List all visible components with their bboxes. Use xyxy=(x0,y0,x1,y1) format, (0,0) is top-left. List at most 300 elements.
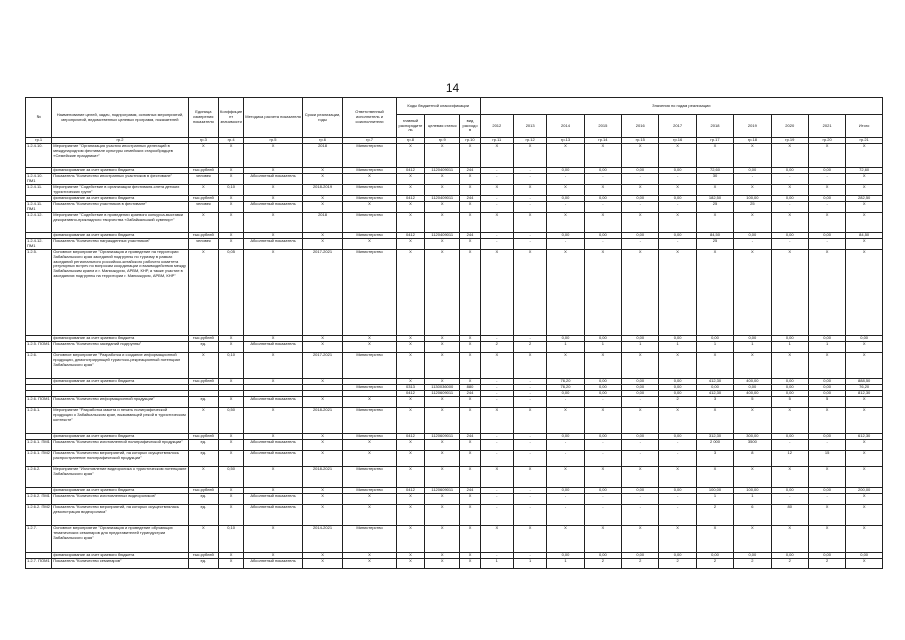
row-name: Показатель "Количество информационной продукции" xyxy=(52,397,188,408)
value-2013: - xyxy=(513,553,546,559)
value-2019: 1 xyxy=(734,494,771,505)
value-2012: - xyxy=(480,505,513,526)
row-expense-type: Х xyxy=(460,202,480,213)
row-executor: Министерство xyxy=(343,434,397,440)
row-grbs: Х xyxy=(396,451,424,467)
value-2021: Х xyxy=(808,467,845,488)
row-name: Показатель "Количество иностранных участников в фестивале" xyxy=(52,174,188,185)
row-name: Мероприятие "Изготовление видеоролика о туристическом потенциале Забайкальского края" xyxy=(52,467,188,488)
row-target-article: Х xyxy=(425,505,460,526)
value-2014: Х xyxy=(547,408,584,434)
value-2015: 0,00 xyxy=(584,488,621,494)
header-year: 2014 xyxy=(547,115,584,138)
row-period: 2018-2021 xyxy=(302,408,342,434)
value-2020: 12 xyxy=(771,451,808,467)
value-2021: 15 xyxy=(808,451,845,467)
row-coef: Х xyxy=(218,144,243,168)
row-name: финансирование за счет краевого бюджета xyxy=(52,233,188,239)
value-2016: 0,00 xyxy=(622,196,659,202)
row-executor: Х xyxy=(343,397,397,408)
value-2015: - xyxy=(584,202,621,213)
value-2013: Х xyxy=(513,144,546,168)
value-2017: 2 xyxy=(659,559,696,569)
column-number: гр.5 xyxy=(244,138,303,144)
row-name: Основное мероприятие "Разработка и создание информационной продукции, демонстрирующей туристско-рекреационный потенциал Забайкальского края" xyxy=(52,353,188,379)
value-2012: Х xyxy=(480,185,513,196)
value-2013: - xyxy=(513,391,546,397)
value-2013: - xyxy=(513,379,546,385)
row-target-article: Х xyxy=(425,408,460,434)
value-total: Х xyxy=(846,239,883,250)
row-method: Х xyxy=(244,144,303,168)
row-period: Х xyxy=(302,233,342,239)
value-2016: Х xyxy=(622,353,659,379)
value-2012: Х xyxy=(480,250,513,336)
value-2019: Х xyxy=(734,213,771,233)
row-period: 2018-2019 xyxy=(302,185,342,196)
row-number: 1.2.6.2. ПМ2 xyxy=(26,505,52,526)
row-expense-type: Х xyxy=(460,174,480,185)
row-method: Абсолютный показатель xyxy=(244,239,303,250)
row-target-article: Х xyxy=(425,559,460,569)
row-expense-type: Х xyxy=(460,144,480,168)
value-2017: - xyxy=(659,174,696,185)
row-grbs: Х xyxy=(396,526,424,553)
value-total: Х xyxy=(846,342,883,353)
value-2021: Х xyxy=(808,505,845,526)
header-year: 2012 xyxy=(480,115,513,138)
value-2017: 2 xyxy=(659,397,696,408)
row-target-article: Х xyxy=(425,250,460,336)
row-name: Показатель "Количество мероприятий, на которых осуществлялось распространение полиграфической продукции" xyxy=(52,451,188,467)
program-table xyxy=(25,97,883,569)
row-target-article: Х xyxy=(425,174,460,185)
value-2012: - xyxy=(480,385,513,391)
row-target-article: Х xyxy=(425,526,460,553)
value-2014: - xyxy=(547,451,584,467)
value-2017: - xyxy=(659,451,696,467)
row-target-article: Х xyxy=(425,451,460,467)
header-grbs: главный распорядитель xyxy=(396,115,424,138)
column-number: гр.7 xyxy=(343,138,397,144)
row-name: Показатель "Количество изготовленных видеороликов" xyxy=(52,494,188,505)
value-2014: - xyxy=(547,202,584,213)
column-number: гр.6 xyxy=(302,138,342,144)
row-name: Показатель "Количество семинаров" xyxy=(52,559,188,569)
value-2012: - xyxy=(480,451,513,467)
row-coef: Х xyxy=(218,559,243,569)
row-grbs: Х xyxy=(396,553,424,559)
value-2016: Х xyxy=(622,408,659,434)
header-coef: Коэффициент значимости xyxy=(218,98,243,138)
row-name: Мероприятие "Организация участия иностранных делегаций в международном фестивале культуры семейских старообрядцев «Семейские праздники»" xyxy=(52,144,188,168)
value-2018: 1 xyxy=(696,342,733,353)
row-name: Основное мероприятие "Организация и проведение обучающих тематических семинаров для представителей туриндустрии Забайкальского края" xyxy=(52,526,188,553)
row-target-article: Х xyxy=(425,342,460,353)
table-row xyxy=(26,185,883,196)
row-target-article: Х xyxy=(425,239,460,250)
row-grbs: 0412 xyxy=(396,391,424,397)
value-2018: 1 xyxy=(696,494,733,505)
row-method: Х xyxy=(244,168,303,174)
row-expense-type: Х xyxy=(460,185,480,196)
value-2019: Х xyxy=(734,467,771,488)
row-name: Мероприятие "Содействие в проведении краевого конкурса-выставки декоративно-прикладного творчества «Забайкальский сувенир»" xyxy=(52,213,188,233)
value-2017: Х xyxy=(659,250,696,336)
value-2012: 1 xyxy=(480,559,513,569)
row-coef: Х xyxy=(218,553,243,559)
value-2019: Х xyxy=(734,353,771,379)
value-2021: 0,00 xyxy=(808,553,845,559)
value-2017: Х xyxy=(659,353,696,379)
value-2021: 0,00 xyxy=(808,379,845,385)
value-2013: - xyxy=(513,434,546,440)
value-2016: - xyxy=(622,494,659,505)
value-2017: 0,00 xyxy=(659,379,696,385)
row-coef: Х xyxy=(218,202,243,213)
value-2020: Х xyxy=(771,250,808,336)
row-executor: Министерство xyxy=(343,196,397,202)
value-2017: - xyxy=(659,239,696,250)
value-2017: Х xyxy=(659,408,696,434)
value-2017: 0,00 xyxy=(659,168,696,174)
value-2014: Х xyxy=(547,250,584,336)
value-2017: 0,00 xyxy=(659,385,696,391)
column-number: гр.17 xyxy=(696,138,733,144)
value-2019: 0,00 xyxy=(734,385,771,391)
value-2014: Х xyxy=(547,144,584,168)
value-2017: Х xyxy=(659,144,696,168)
value-2019: 0,00 xyxy=(734,336,771,342)
header-target-article: целевая статья xyxy=(425,115,460,138)
row-expense-type: 880 xyxy=(460,385,480,391)
row-number: 1.2.6. ПОМ1 xyxy=(26,397,52,408)
row-expense-type: Х xyxy=(460,494,480,505)
row-number: 1.2.4.10. xyxy=(26,144,52,168)
row-expense-type: Х xyxy=(460,553,480,559)
row-period: Х xyxy=(302,440,342,451)
value-2014: 0,00 xyxy=(547,168,584,174)
row-expense-type: Х xyxy=(460,342,480,353)
value-2013: - xyxy=(513,440,546,451)
column-number: гр.18 xyxy=(734,138,771,144)
value-2013: Х xyxy=(513,467,546,488)
row-target-article: Х xyxy=(425,144,460,168)
column-number: гр.9 xyxy=(425,138,460,144)
row-grbs: Х xyxy=(396,342,424,353)
value-2019: 5 xyxy=(734,397,771,408)
row-grbs: Х xyxy=(396,467,424,488)
row-expense-type: Х xyxy=(460,408,480,434)
value-2014: 76,20 xyxy=(547,385,584,391)
value-2019: Х xyxy=(734,250,771,336)
value-total: Х xyxy=(846,250,883,336)
row-expense-type: Х xyxy=(460,336,480,342)
row-expense-type: Х xyxy=(460,353,480,379)
row-number: 1.2.4.10. ПМ1 xyxy=(26,174,52,185)
value-2012: - xyxy=(480,379,513,385)
value-2012: 2 xyxy=(480,342,513,353)
value-2021: - xyxy=(808,202,845,213)
value-2019: 400,00 xyxy=(734,379,771,385)
row-executor: Х xyxy=(343,553,397,559)
value-2017: 0,00 xyxy=(659,434,696,440)
row-target-article: 1120609011 xyxy=(425,434,460,440)
header-name: Наименование целей, задач, подпрограмм, основных мероприятий, мероприятий, ведомственных целевых программ, показателей xyxy=(52,98,188,138)
header-year: 2013 xyxy=(513,115,546,138)
value-2015: - xyxy=(584,440,621,451)
row-target-article: Х xyxy=(425,379,460,385)
value-2019: Х xyxy=(734,144,771,168)
row-unit: тыс.рублей xyxy=(188,233,218,239)
row-coef: Х xyxy=(218,336,243,342)
value-2015: - xyxy=(584,505,621,526)
value-2013: Х xyxy=(513,250,546,336)
value-2020: 0,00 xyxy=(771,196,808,202)
row-coef: 0,05 xyxy=(218,250,243,336)
value-2014: - xyxy=(547,397,584,408)
row-target-article: Х xyxy=(425,553,460,559)
value-2012: Х xyxy=(480,213,513,233)
value-2021: Х xyxy=(808,408,845,434)
table-row xyxy=(26,353,883,379)
value-2012: Х xyxy=(480,353,513,379)
row-unit: ед. xyxy=(188,451,218,467)
header-year: 2017 xyxy=(659,115,696,138)
value-2016: - xyxy=(622,202,659,213)
row-unit: тыс.рублей xyxy=(188,168,218,174)
row-executor: Министерство xyxy=(343,353,397,379)
row-expense-type: 244 xyxy=(460,434,480,440)
row-name: Показатель "Количество награжденных участников" xyxy=(52,239,188,250)
value-2014: Х xyxy=(547,185,584,196)
value-2012: - xyxy=(480,553,513,559)
row-coef: 0,10 xyxy=(218,353,243,379)
row-executor: Министерство xyxy=(343,185,397,196)
row-expense-type: 244 xyxy=(460,168,480,174)
row-method: Абсолютный показатель xyxy=(244,397,303,408)
value-2020: 0,00 xyxy=(771,233,808,239)
value-2013: - xyxy=(513,505,546,526)
value-2016: 0,00 xyxy=(622,233,659,239)
value-2016: Х xyxy=(622,250,659,336)
row-executor: Министерство xyxy=(343,168,397,174)
value-2020: - xyxy=(771,202,808,213)
value-2015: - xyxy=(584,174,621,185)
row-target-article: 1120609011 xyxy=(425,488,460,494)
row-method: Абсолютный показатель xyxy=(244,440,303,451)
row-executor: Министерство xyxy=(343,250,397,336)
row-executor: Министерство xyxy=(343,213,397,233)
row-target-article: Х xyxy=(425,336,460,342)
table-row xyxy=(26,505,883,526)
row-grbs: Х xyxy=(396,250,424,336)
value-2016: 0,00 xyxy=(622,385,659,391)
row-grbs: Х xyxy=(396,239,424,250)
row-unit: Х xyxy=(188,353,218,379)
value-2016: - xyxy=(622,239,659,250)
column-number: гр.15 xyxy=(622,138,659,144)
row-coef: Х xyxy=(218,451,243,467)
row-expense-type: Х xyxy=(460,440,480,451)
header-year: 2020 xyxy=(771,115,808,138)
value-2015: Х xyxy=(584,185,621,196)
value-2015: 0,00 xyxy=(584,434,621,440)
value-2018: 3 xyxy=(696,397,733,408)
row-period: Х xyxy=(302,336,342,342)
value-2017: Х xyxy=(659,213,696,233)
row-coef: Х xyxy=(218,440,243,451)
page-number: 14 xyxy=(445,81,460,95)
row-period: Х xyxy=(302,196,342,202)
value-2014: Х xyxy=(547,467,584,488)
value-total: 0,00 xyxy=(846,336,883,342)
value-2014: 0,00 xyxy=(547,233,584,239)
row-unit: ед. xyxy=(188,440,218,451)
row-method: Абсолютный показатель xyxy=(244,202,303,213)
value-2016: Х xyxy=(622,526,659,553)
row-name: финансирование за счет краевого бюджета xyxy=(52,553,188,559)
row-unit: человек xyxy=(188,202,218,213)
value-2019: 400,00 xyxy=(734,391,771,397)
row-executor: Х xyxy=(343,174,397,185)
value-2019: 0,00 xyxy=(734,168,771,174)
value-total: Х xyxy=(846,213,883,233)
row-coef: Х xyxy=(218,174,243,185)
row-executor: Министерство xyxy=(343,233,397,239)
row-coef: Х xyxy=(218,239,243,250)
table-row xyxy=(26,559,883,569)
row-coef: Х xyxy=(218,168,243,174)
row-unit: ед. xyxy=(188,494,218,505)
row-unit: тыс.рублей xyxy=(188,196,218,202)
row-grbs: 0412 xyxy=(396,434,424,440)
row-coef: 0,10 xyxy=(218,526,243,553)
row-coef: 0,50 xyxy=(218,408,243,434)
header-budget-codes: Коды бюджетной классификации xyxy=(396,98,480,115)
row-executor: Х xyxy=(343,342,397,353)
value-2014: 1 xyxy=(547,342,584,353)
value-2013: Х xyxy=(513,353,546,379)
row-executor: Министерство xyxy=(343,526,397,553)
value-2013: 2 xyxy=(513,342,546,353)
row-period: Х xyxy=(302,451,342,467)
row-unit: Х xyxy=(188,144,218,168)
value-2018: Х xyxy=(696,408,733,434)
value-2021: - xyxy=(808,174,845,185)
row-method: Х xyxy=(244,379,303,385)
value-2013: Х xyxy=(513,185,546,196)
value-2021: 1 xyxy=(808,342,845,353)
table-row xyxy=(26,250,883,336)
value-2021: 0,00 xyxy=(808,196,845,202)
value-2012: - xyxy=(480,488,513,494)
value-2021: Х xyxy=(808,144,845,168)
value-total: Х xyxy=(846,467,883,488)
row-grbs: Х xyxy=(396,440,424,451)
value-2016: 0,00 xyxy=(622,168,659,174)
row-unit: тыс.рублей xyxy=(188,488,218,494)
value-2015: Х xyxy=(584,408,621,434)
row-unit: Х xyxy=(188,467,218,488)
value-2017: - xyxy=(659,440,696,451)
value-2016: 0,00 xyxy=(622,488,659,494)
value-2015: 0,00 xyxy=(584,391,621,397)
value-2019: Х xyxy=(734,526,771,553)
row-grbs: Х xyxy=(396,494,424,505)
value-2014: 1 xyxy=(547,559,584,569)
value-total: 200,00 xyxy=(846,488,883,494)
row-name: Показатель "Количество мероприятий, на которых осуществлялась демонстрация видеоролика" xyxy=(52,505,188,526)
row-method: Абсолютный показатель xyxy=(244,174,303,185)
row-period: Х xyxy=(302,494,342,505)
row-unit: человек xyxy=(188,239,218,250)
value-2014: 0,00 xyxy=(547,196,584,202)
row-grbs: Х xyxy=(396,202,424,213)
row-executor: Министерство xyxy=(343,385,397,391)
table-row xyxy=(26,467,883,488)
value-2012: - xyxy=(480,174,513,185)
row-method: Абсолютный показатель xyxy=(244,559,303,569)
row-grbs: Х xyxy=(396,213,424,233)
value-total: Х xyxy=(846,559,883,569)
column-number: гр.20 xyxy=(808,138,845,144)
row-period: Х xyxy=(302,379,342,385)
value-2019: 1 xyxy=(734,342,771,353)
row-number: 1.2.7. xyxy=(26,526,52,553)
value-2013: Х xyxy=(513,408,546,434)
value-2018: 0,00 xyxy=(696,385,733,391)
value-2021: 2 xyxy=(808,559,845,569)
value-2020: Х xyxy=(771,213,808,233)
table-row xyxy=(26,440,883,451)
value-2014: Х xyxy=(547,526,584,553)
value-2014: - xyxy=(547,174,584,185)
value-2019: 100,00 xyxy=(734,196,771,202)
value-2016: 0,00 xyxy=(622,336,659,342)
row-unit: тыс.рублей xyxy=(188,434,218,440)
value-2016: - xyxy=(622,451,659,467)
value-2015: 0,00 xyxy=(584,385,621,391)
row-target-article: 1120409011 xyxy=(425,168,460,174)
row-executor: Х xyxy=(343,505,397,526)
value-2016: Х xyxy=(622,213,659,233)
header-unit: Единица измерения показателя xyxy=(188,98,218,138)
row-period: Х xyxy=(302,505,342,526)
value-2012: - xyxy=(480,202,513,213)
header-executor: Ответственный исполнитель и соисполнители xyxy=(343,98,397,138)
value-2018: 84,50 xyxy=(696,233,733,239)
value-2020: 0,00 xyxy=(771,553,808,559)
value-2018: Х xyxy=(696,144,733,168)
row-period: 2017-2021 xyxy=(302,353,342,379)
row-grbs: Х xyxy=(396,505,424,526)
row-coef: Х xyxy=(218,397,243,408)
value-2012: - xyxy=(480,239,513,250)
value-2018: 3 xyxy=(696,451,733,467)
value-2018: 72,60 xyxy=(696,168,733,174)
value-2013: - xyxy=(513,385,546,391)
value-2016: Х xyxy=(622,467,659,488)
row-coef: Х xyxy=(218,505,243,526)
row-period: 2018 xyxy=(302,213,342,233)
value-2013: - xyxy=(513,174,546,185)
row-period: 2017-2021 xyxy=(302,250,342,336)
column-number: гр.16 xyxy=(659,138,696,144)
row-grbs: Х xyxy=(396,336,424,342)
value-2020: Х xyxy=(771,144,808,168)
row-name: Основное мероприятие "Организация и проведение на территории Забайкальского края заседаний подгруппы по туризму в рамках заседаний регионального российско-китайского рабочего комитета регулярных встреч по вопросам координации и взаимодействия между Забайкальским краем и г. Маньчжурия, АРВМ, КНР, а также участие в заседаниях подгруппы на территории г. Маньчжурия, АРВМ, КНР" xyxy=(52,250,188,336)
